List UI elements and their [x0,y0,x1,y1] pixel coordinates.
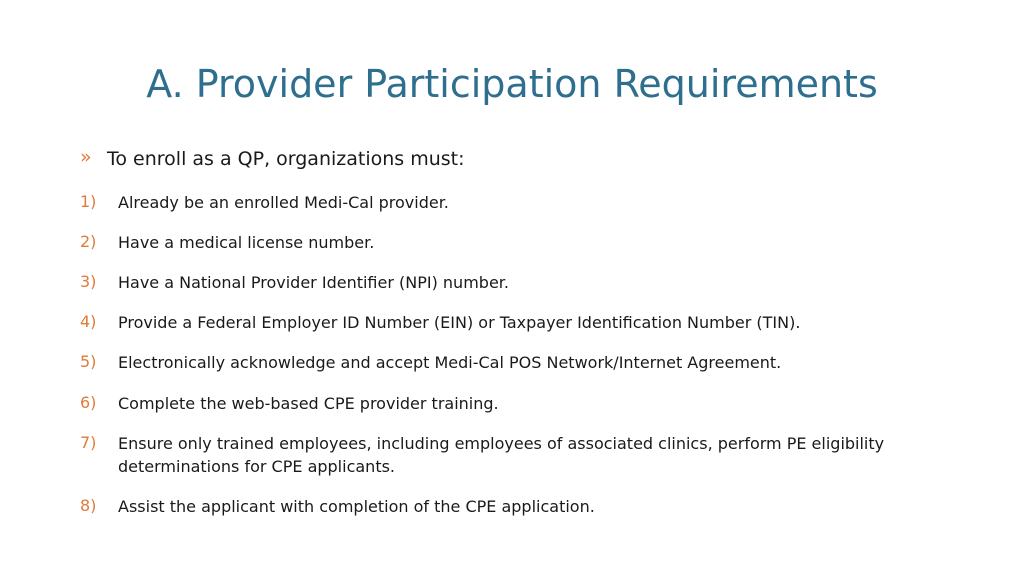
list-item-text: Already be an enrolled Medi-Cal provider. [118,193,449,212]
list-item-number: 6) [80,393,97,412]
list-item-number: 8) [80,496,97,515]
list-item-text: Ensure only trained employees, including employees of associated clinics, perform PE eligibility determinations for CPE applicants. [118,434,885,476]
list-item-text: Electronically acknowledge and accept Medi-Cal POS Network/Internet Agreement. [118,353,782,372]
list-item [80,271,940,294]
list-item-text: Provide a Federal Employer ID Number (EIN) or Taxpayer Identification Number (TIN). [118,313,801,332]
list-item [80,392,940,415]
list-item-number: 7) [80,433,97,452]
list-item [80,351,940,374]
list-item-number: 3) [80,272,97,291]
intro-bullet-row [80,148,465,170]
list-item-number: 1) [80,192,97,211]
list-item-text: Assist the applicant with completion of the CPE application. [118,497,595,516]
intro-text: To enroll as a QP, organizations must: [107,148,465,170]
list-item [80,191,940,214]
list-item-number: 5) [80,352,97,371]
list-item [80,432,940,478]
list-item [80,231,940,254]
slide-title: A. Provider Participation Requirements [146,62,878,106]
list-item-number: 2) [80,232,97,251]
list-item-text: Complete the web-based CPE provider training. [118,394,499,413]
chevron-bullet-icon: » [80,146,92,168]
list-item-text: Have a National Provider Identifier (NPI) number. [118,273,509,292]
list-item [80,311,940,334]
list-item-text: Have a medical license number. [118,233,375,252]
list-item-number: 4) [80,312,97,331]
list-item [80,495,940,518]
